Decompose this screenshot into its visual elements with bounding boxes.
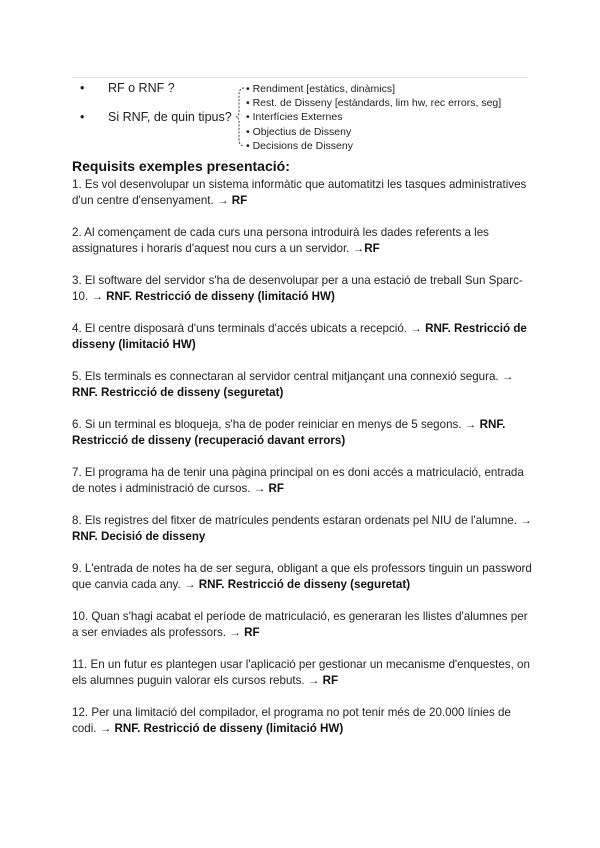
requirement-item	[72, 417, 532, 449]
requirement-text: 10. Quan s'hagi acabat el període de matriculació, es generaran les llistes d'alumnes per a ser enviades als professors.	[72, 610, 528, 639]
requirement-text: 11. En un futur es plantegen usar l'aplicació per gestionar un mecanisme d'enquestes, on els alumnes puguin valorar els cursos rebuts.	[72, 658, 530, 687]
requirement-answer: → RNF. Restricció de disseny (limitació HW)	[72, 322, 527, 351]
requirement-item	[72, 177, 532, 209]
requirement-item	[72, 513, 532, 545]
requirement-item	[72, 369, 532, 401]
rnf-type-item: • Interfícies Externes	[246, 111, 343, 124]
section-heading: Requisits exemples presentació:	[72, 158, 290, 174]
requirement-answer: → RF	[253, 482, 285, 495]
requirement-item	[72, 705, 532, 737]
requirement-text: 9. L'entrada de notes ha de ser segura, obligant a que els professors tinguin un password que canvia cada any.	[72, 562, 532, 591]
requirement-text: 2. Al començament de cada curs una persona introduirà les dades referents a les assignatures i horaris d'aquest nou curs a un servidor.	[72, 226, 489, 255]
requirement-answer: → RNF. Restricció de disseny (limitació HW)	[99, 722, 344, 735]
requirement-text: 12. Per una limitació del compilador, el programa no pot tenir més de 20.000 línies de codi.	[72, 706, 511, 735]
requirement-answer: → RNF. Restricció de disseny (recuperació davant errors)	[72, 418, 506, 447]
requirement-answer: →RF	[352, 242, 380, 255]
requirement-answer: → RNF. Restricció de disseny (seguretat)	[183, 578, 411, 591]
requirement-item	[72, 465, 532, 497]
requirement-text: 3. El software del servidor s'ha de desenvolupar per a una estació de treball Sun Sparc-10.	[72, 274, 523, 303]
rnf-types-list	[246, 82, 501, 153]
requirement-item	[72, 561, 532, 593]
requirement-text: 8. Els registres del fitxer de matrícules pendents estaran ordenats pel NIU de l'alumne.	[72, 514, 521, 527]
requirement-item	[72, 321, 532, 353]
requirement-item	[72, 273, 532, 305]
requirement-answer: → RF	[229, 626, 260, 639]
requirement-text: 1. Es vol desenvolupar un sistema informàtic que automatitzi les tasques administratives d'un centre d'ensenyament.	[72, 178, 527, 207]
requirement-text: 4. El centre disposarà d'uns terminals d'accés ubicats a recepció.	[72, 322, 411, 335]
requirement-answer: → RNF. Restricció de disseny (seguretat)	[72, 370, 514, 399]
requirement-item	[72, 609, 532, 641]
curly-brace-icon	[236, 87, 246, 147]
bullet-rnf-type	[80, 110, 232, 124]
requirement-answer: → RNF. Restricció de disseny (limitació HW)	[91, 290, 335, 303]
bullet-text: Si RNF, de quin tipus?	[108, 110, 232, 124]
requirement-text: 5. Els terminals es connectaran al servidor central mitjançant una connexió segura.	[72, 370, 502, 383]
bullet-text: RF o RNF ?	[108, 81, 175, 95]
requirement-text: 6. Si un terminal es bloqueja, s'ha de poder reiniciar en menys de 5 segons.	[72, 418, 465, 431]
requirement-text: 7. El programa ha de tenir una pàgina principal on es doni accés a matriculació, entrada de notes i administració de cursos.	[72, 466, 524, 495]
requirement-answer: → RF	[216, 194, 248, 207]
rnf-type-item: • Objectius de Disseny	[246, 125, 352, 138]
rnf-type-item: • Decisions de Disseny	[246, 139, 353, 152]
top-divider	[72, 77, 528, 78]
rnf-type-item: • Rest. de Disseny [estàndards, lim hw, rec errors, seg]	[246, 97, 502, 110]
bullet-marker: •	[80, 81, 85, 95]
requirement-answer: → RNF. Decisió de disseny	[72, 514, 532, 543]
requirement-item	[72, 225, 532, 257]
bullet-rf-or-rnf	[80, 81, 175, 95]
requirements-list	[72, 177, 532, 753]
requirement-item	[72, 657, 532, 689]
rnf-type-item: • Rendiment [estàtics, dinàmics]	[246, 83, 395, 95]
bullet-marker: •	[80, 110, 85, 124]
requirement-answer: → RF	[307, 674, 339, 687]
